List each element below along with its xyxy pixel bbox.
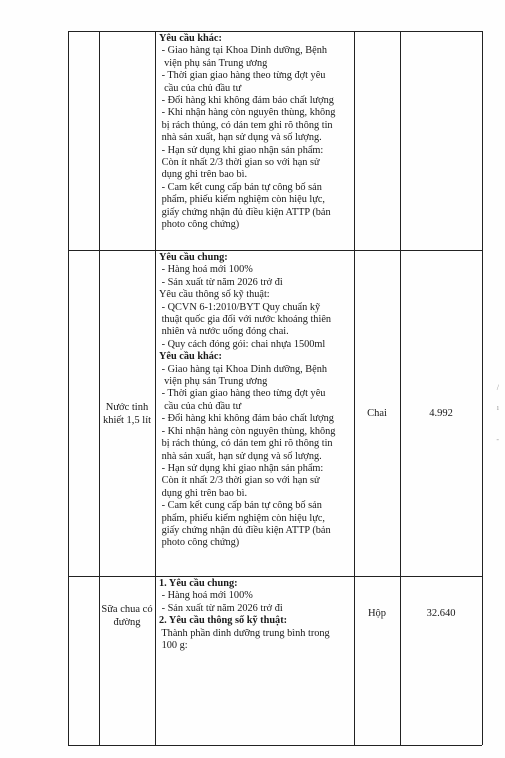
item-name: Sữa chua có đường [101, 604, 153, 628]
table-row-description: Yêu cầu chung: - Hàng hoá mới 100% - Sản xuất từ năm 2026 trở đi Yêu cầu thông số kỹ thuật: - QCVN 6-1:2010/BYT Quy chuẩn kỹ thuật quốc gia đối với nước khoáng thiên nhiên và nước uống đóng chai. - Quy cách đóng gói: chai nhựa 1500ml Yêu cầu khác: - Giao hàng tại Khoa Dinh dưỡng, Bệnh viện phụ sản Trung ương - Thời gian giao hàng theo từng đợt yêu cầu của chủ đầu tư - Đổi hàng khi không đảm bảo chất lượng - Khi nhận hàng còn nguyên thùng, không bị rách thủng, có dán tem ghi rõ thông tin nhà sản xuất, hạn sử dụng và số lượng. - Hạn sử dụng khi giao nhận sản phẩm: Còn ít nhất 2/3 thời gian so với hạn sử dụng ghi trên bao bì. - Cam kết cung cấp bản tự công bố sản phẩm, phiếu kiểm nghiệm còn hiệu lực, giấy chứng nhận đủ điều kiện ATTP (bản photo công chứng) [159, 252, 336, 549]
spec-table [68, 31, 482, 745]
table-border-right [482, 31, 483, 745]
item-unit: Hộp [367, 608, 387, 619]
table-row-description: 1. Yêu cầu chung: - Hàng hoá mới 100% - Sản xuất từ năm 2026 trở đi 2. Yêu cầu thông số kỹ thuật: Thành phần dinh dưỡng trung bình trong 100 g: [159, 578, 330, 652]
item-unit: Chai [367, 408, 387, 419]
table-border-left [68, 31, 69, 745]
table-row-divider [68, 576, 482, 577]
table-row-description: Yêu cầu khác: - Giao hàng tại Khoa Dinh dưỡng, Bệnh viện phụ sản Trung ương - Thời gian giao hàng theo từng đợt yêu cầu của chủ đầu tư - Đổi hàng khi không đảm bảo chất lượng - Khi nhận hàng còn nguyên thùng, không bị rách thủng, có dán tem ghi rõ thông tin nhà sản xuất, hạn sử dụng và số lượng. - Hạn sử dụng khi giao nhận sản phẩm: Còn ít nhất 2/3 thời gian so với hạn sử dụng ghi trên bao bì. - Cam kết cung cấp bản tự công bố sản phẩm, phiếu kiểm nghiệm còn hiệu lực, giấy chứng nhận đủ điều kiện ATTP (bản photo công chứng) [159, 33, 336, 231]
scan-edge-marks: / ı - [496, 383, 499, 444]
table-col-divider [400, 31, 401, 745]
table-col-divider [99, 31, 100, 745]
table-border-top [68, 31, 482, 32]
item-quantity: 4.992 [429, 408, 453, 419]
table-border-bottom [68, 745, 482, 746]
table-row-divider [68, 250, 482, 251]
item-quantity: 32.640 [426, 608, 456, 619]
table-col-divider [354, 31, 355, 745]
item-name: Nước tinh khiết 1,5 lít [102, 402, 152, 426]
table-col-divider [155, 31, 156, 745]
